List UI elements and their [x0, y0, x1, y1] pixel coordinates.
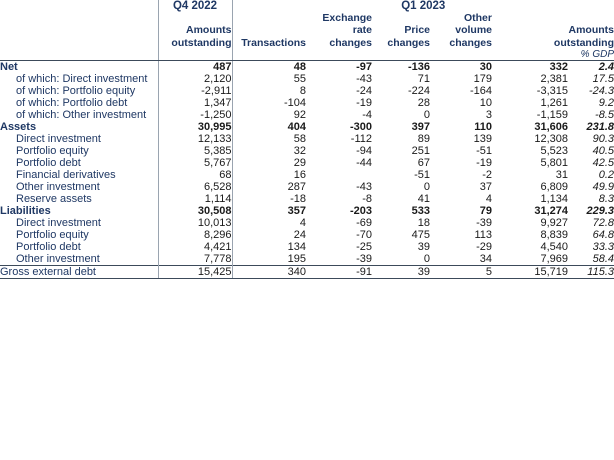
row-value: 4,540 — [540, 241, 568, 254]
row-value: 4,421 — [158, 241, 232, 253]
row-value: 1,261 — [540, 97, 568, 110]
header-col-other-volume-changes: Other volume changes — [449, 12, 492, 49]
row-value: -203 — [349, 205, 372, 218]
row-value: 5,523 — [540, 145, 568, 158]
header-col-blank — [0, 12, 158, 49]
row-value: -19 — [356, 97, 372, 110]
row-value: 39 — [417, 241, 430, 254]
footer-rule — [0, 278, 614, 279]
row-value: 4 — [299, 217, 306, 230]
row-value: 34 — [479, 253, 492, 266]
row-value: 58 — [293, 133, 306, 146]
row-value: 10,013 — [158, 217, 232, 229]
row-value: 3 — [485, 109, 492, 122]
row-value: -39 — [356, 253, 372, 266]
row-value: 9.2 — [598, 97, 614, 110]
row-value: -94 — [356, 145, 372, 158]
row-value: 31,274 — [534, 205, 568, 218]
row-value: 28 — [417, 97, 430, 110]
row-value: -24 — [356, 85, 372, 98]
header-gdp-spacer-5 — [492, 49, 568, 60]
row-value: 4 — [485, 193, 492, 206]
footer-rule-cell — [158, 278, 232, 279]
row-value: -24.3 — [588, 85, 614, 98]
table-row — [0, 253, 614, 266]
row-value: 31,606 — [534, 121, 568, 134]
row-value: -39 — [476, 217, 492, 230]
row-value: -19 — [476, 157, 492, 170]
footer-rule-cell — [492, 278, 568, 279]
row-value: 64.8 — [592, 229, 614, 242]
row-value: 49.9 — [592, 181, 614, 194]
row-value: 475 — [411, 229, 430, 242]
row-label: Portfolio equity — [16, 229, 89, 242]
table-row — [0, 145, 614, 157]
footer-rule-cell — [232, 278, 306, 279]
row-value: 0 — [423, 181, 430, 194]
row-value: 72.8 — [592, 217, 614, 230]
row-value: 404 — [287, 121, 306, 134]
row-value: 397 — [411, 121, 430, 134]
row-value: 68 — [158, 169, 232, 181]
row-value: 48 — [293, 61, 306, 74]
row-value: 32 — [293, 145, 306, 158]
row-value: -112 — [350, 133, 372, 146]
row-value: 30,995 — [158, 121, 232, 133]
row-value: 0 — [423, 109, 430, 122]
header-gdp-spacer-4 — [430, 49, 492, 60]
row-label: of which: Portfolio equity — [16, 85, 136, 98]
row-value: 179 — [473, 73, 492, 86]
row-value: 5,767 — [158, 157, 232, 169]
total-row — [0, 266, 614, 279]
row-value: 18 — [417, 217, 430, 230]
row-value: 17.5 — [592, 73, 614, 86]
row-value: -97 — [356, 61, 372, 74]
footer-rule-cell — [306, 278, 372, 279]
table-row — [0, 61, 614, 74]
row-value: 10 — [479, 97, 492, 110]
row-value: 24 — [293, 229, 306, 242]
footer-rule-cell — [430, 278, 492, 279]
row-value: 113 — [474, 229, 492, 242]
row-value: 31 — [555, 169, 568, 182]
row-value: 67 — [417, 157, 430, 170]
row-value: 287 — [287, 181, 306, 194]
row-value: 30 — [479, 61, 492, 74]
row-value: -2,911 — [158, 85, 232, 97]
row-value: 16 — [293, 169, 306, 182]
header-gdp-spacer-3 — [372, 49, 430, 60]
table-row — [0, 121, 614, 133]
row-label: of which: Other investment — [16, 109, 147, 122]
row-value: 79 — [479, 205, 492, 218]
header-col-price-changes: Price changes — [387, 24, 430, 49]
row-value: 30,508 — [158, 205, 232, 217]
row-value: 0.2 — [598, 169, 614, 182]
row-value: 231.8 — [586, 121, 614, 134]
row-value: 29 — [293, 157, 306, 170]
header-group-q1: Q1 2023 — [401, 0, 446, 12]
header-group-row — [0, 0, 614, 12]
header-col-exchange-rate-changes: Exchange rate changes — [322, 12, 372, 49]
row-value: 7,778 — [158, 253, 232, 266]
row-value: -224 — [407, 85, 430, 98]
header-gdp-q4-spacer — [158, 49, 232, 60]
row-value: 12,133 — [158, 133, 232, 145]
row-value: 8,839 — [540, 229, 568, 242]
table-row — [0, 241, 614, 253]
total-row-value: -91 — [306, 266, 372, 279]
table-body — [0, 61, 614, 266]
row-value: -70 — [356, 229, 372, 242]
row-label: Assets — [0, 121, 37, 134]
header-col-amounts-outstanding-q4: Amounts outstanding — [158, 12, 232, 49]
total-row-value: 39 — [372, 266, 430, 279]
row-value: -43 — [356, 181, 372, 194]
header-col-gdp: % GDP — [580, 49, 614, 61]
row-label: Direct investment — [16, 217, 101, 230]
total-row-value: 5 — [430, 266, 492, 279]
table-row — [0, 181, 614, 193]
row-value: 139 — [473, 133, 492, 146]
header-gdp-spacer-1 — [232, 49, 306, 60]
row-value: 5,385 — [158, 145, 232, 157]
row-label: Portfolio equity — [16, 145, 89, 158]
row-value: -2 — [482, 169, 492, 182]
row-value: 9,927 — [540, 217, 568, 230]
header-gdp-blank — [0, 49, 158, 60]
row-value: -44 — [356, 157, 372, 170]
table-row — [0, 97, 614, 109]
row-label: Reserve assets — [16, 193, 92, 206]
row-value: -104 — [283, 97, 306, 110]
row-label: Other investment — [16, 181, 100, 194]
row-value: -8.5 — [595, 109, 614, 122]
header-gdp-row — [0, 49, 614, 60]
row-value: 134 — [287, 241, 306, 254]
row-value: -3,315 — [536, 85, 568, 98]
table-row — [0, 205, 614, 217]
row-value: -300 — [349, 121, 372, 134]
row-label: of which: Portfolio debt — [16, 97, 128, 110]
header-gdp-spacer-2 — [306, 49, 372, 60]
row-value: 89 — [417, 133, 430, 146]
row-value: -1,159 — [536, 109, 568, 122]
row-value: -69 — [356, 217, 372, 230]
row-value: -1,250 — [158, 109, 232, 121]
total-row-value: 15,719 — [492, 266, 568, 279]
table-row — [0, 217, 614, 229]
row-value: 42.5 — [592, 157, 614, 170]
table-row — [0, 73, 614, 85]
row-label: Liabilities — [0, 205, 51, 218]
row-value: 12,308 — [534, 133, 568, 146]
row-label: Other investment — [16, 253, 100, 266]
row-value: 8,296 — [158, 229, 232, 241]
row-value — [306, 169, 372, 181]
footer-rule-cell — [0, 278, 158, 279]
row-value: -136 — [407, 61, 430, 74]
table-row — [0, 193, 614, 205]
row-value: 6,528 — [158, 181, 232, 193]
header-label-row — [0, 12, 614, 49]
row-value: 0 — [423, 253, 430, 266]
header-col-transactions: Transactions — [241, 36, 306, 49]
row-value: 1,347 — [158, 97, 232, 109]
row-value: 90.3 — [592, 133, 614, 146]
footer-rule-cell — [568, 278, 614, 279]
row-value: -43 — [356, 73, 372, 86]
row-value: 33.3 — [592, 241, 614, 254]
table-row — [0, 169, 614, 181]
row-value: 110 — [474, 121, 492, 134]
header-col-amounts-outstanding-q1: Amounts outstanding — [553, 24, 614, 49]
row-label: Direct investment — [16, 133, 101, 146]
row-value: 37 — [479, 181, 492, 194]
row-label: Portfolio debt — [16, 241, 81, 254]
total-row-value: 340 — [232, 266, 306, 279]
table-row — [0, 133, 614, 145]
total-row-value: 115.3 — [568, 266, 614, 279]
row-value: 40.5 — [592, 145, 614, 158]
total-row-label: Gross external debt — [0, 266, 158, 279]
row-value: -4 — [362, 109, 372, 122]
row-label: of which: Direct investment — [16, 73, 148, 86]
row-value: -29 — [476, 241, 492, 254]
row-value: 251 — [411, 145, 430, 158]
row-value: -25 — [356, 241, 372, 254]
row-value: 2,120 — [158, 73, 232, 85]
row-value: -51 — [476, 145, 492, 158]
row-value: 533 — [411, 205, 430, 218]
footer-rule-cell — [372, 278, 430, 279]
row-value: 1,114 — [158, 193, 232, 205]
row-value: 195 — [287, 253, 306, 266]
row-value: 71 — [417, 73, 430, 86]
row-value: 92 — [293, 109, 306, 122]
row-value: 2,381 — [540, 73, 568, 86]
row-label: Net — [0, 61, 18, 74]
row-value: 8.3 — [598, 193, 614, 206]
row-value: 2.4 — [598, 61, 614, 74]
row-value: 41 — [417, 193, 430, 206]
table-row — [0, 229, 614, 241]
header-group-q4: Q4 2022 — [158, 0, 232, 12]
row-value: 55 — [293, 73, 306, 86]
row-label: Portfolio debt — [16, 157, 81, 170]
row-value: 332 — [549, 61, 568, 74]
total-row-value: 15,425 — [158, 266, 232, 279]
row-value: 487 — [158, 61, 232, 74]
row-value: 8 — [299, 85, 306, 98]
row-value: 357 — [287, 205, 306, 218]
row-value: 5,801 — [540, 157, 568, 170]
table-row — [0, 85, 614, 97]
row-value: -51 — [414, 169, 430, 182]
header-group-blank — [0, 0, 158, 12]
row-label: Financial derivatives — [16, 169, 116, 182]
row-value: 7,969 — [540, 253, 568, 266]
table-row — [0, 109, 614, 121]
row-value: -18 — [290, 193, 306, 206]
row-value: 6,809 — [540, 181, 568, 194]
table-row — [0, 157, 614, 169]
row-value: 229.3 — [586, 205, 614, 218]
row-value: -164 — [469, 85, 492, 98]
row-value: 58.4 — [592, 253, 614, 266]
row-value: -8 — [362, 193, 372, 206]
table-footer — [0, 266, 614, 279]
row-value: 1,134 — [540, 193, 568, 206]
